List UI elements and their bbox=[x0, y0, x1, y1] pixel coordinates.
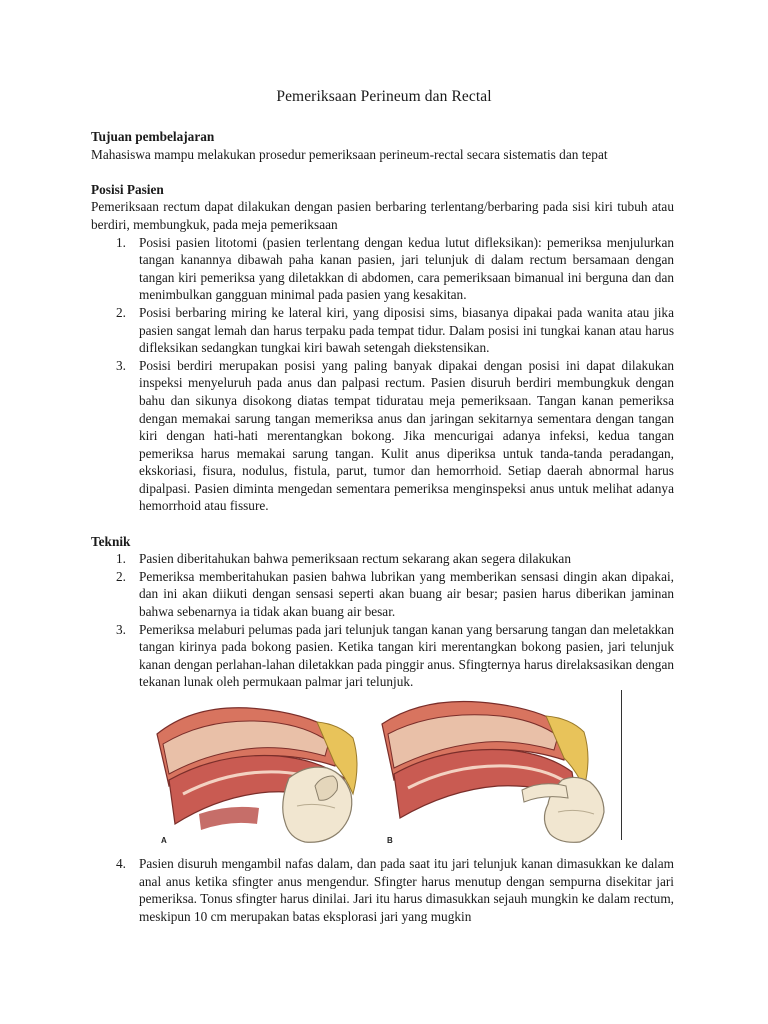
posisi-heading: Posisi Pasien bbox=[91, 181, 164, 197]
tujuan-text: Mahasiswa mampu melakukan prosedur pemeriksaan perineum-rectal secara sistematis dan tepat bbox=[91, 146, 608, 162]
anatomy-illustration-b bbox=[372, 694, 612, 846]
list-text: Posisi berbaring miring ke lateral kiri, yang diposisi sims, biasanya dipakai pada wanita atau jika pasien sangat lemah dan harus terpaku pada tempat tidur. Dalam posisi ini tungkai kanan atau harus difleksikan sedangkan tungkai kiri bawah setengah diekstensikan. bbox=[139, 304, 674, 356]
list-item bbox=[91, 621, 674, 691]
list-number: 1. bbox=[116, 551, 126, 567]
anatomy-illustration-a bbox=[139, 694, 364, 846]
teknik-list-continued bbox=[91, 855, 674, 925]
list-number: 2. bbox=[116, 304, 126, 320]
list-item bbox=[91, 855, 674, 925]
document-body bbox=[91, 128, 674, 925]
figure-label-b: B bbox=[387, 836, 393, 845]
list-item bbox=[91, 568, 674, 621]
figure-divider bbox=[621, 690, 622, 840]
list-number: 3. bbox=[116, 621, 126, 637]
teknik-heading: Teknik bbox=[91, 533, 131, 549]
page-title: Pemeriksaan Perineum dan Rectal bbox=[276, 88, 492, 105]
posisi-list bbox=[91, 234, 674, 516]
teknik-list bbox=[91, 550, 674, 691]
list-number: 2. bbox=[116, 568, 126, 584]
list-text: Posisi berdiri merupakan posisi yang paling banyak dipakai dengan posisi ini dapat dilakukan inspeksi menyeluruh pada anus dan palpasi rectum. Pasien disuruh berdiri membungkuk dengan bahu dan sikunya disokong diatas tempat tiduratau meja pemeriksaan. Tangan kanan pemeriksa dengan memakai sarung tangan memeriksa anus dan jaringan sekitarnya sementara dengan tangan kiri dengan hati-hati merentangkan bokong. Jika mencurigai adanya infeksi, kedua tangan pemeriksa harus memakai sarung tangan. Kulit anus diperiksa untuk tanda-tanda peradangan, ekskoriasi, fisura, nodulus, fistula, parut, tumor dan hemorrhoid. Setiap daerah abnormal harus dipalpasi. Pasien diminta mengedan sementara pemeriksa menginspeksi anus untuk melihat adanya hemorrhoid atau fissure. bbox=[139, 357, 674, 514]
list-item bbox=[91, 304, 674, 357]
list-number: 4. bbox=[116, 856, 126, 871]
list-number: 1. bbox=[116, 234, 126, 250]
list-number: 3. bbox=[116, 357, 126, 373]
list-text: Pemeriksa memberitahukan pasien bahwa lubrikan yang memberikan sensasi dingin akan dipakai, dan ini akan diikuti dengan sensasi seperti akan buang air besar; pasien harus diberikan jaminan bahwa sebenarnya ia tidak akan buang air besar. bbox=[139, 568, 674, 620]
posisi-intro: Pemeriksaan rectum dapat dilakukan dengan pasien berbaring terlentang/berbaring pada sisi kiri tubuh atau berdiri, membungkuk, pada meja pemeriksaan bbox=[91, 199, 674, 232]
list-item bbox=[91, 357, 674, 515]
list-item bbox=[91, 234, 674, 304]
list-item bbox=[91, 550, 674, 568]
list-text: Pasien diberitahukan bahwa pemeriksaan rectum sekarang akan segera dilakukan bbox=[139, 551, 571, 567]
list-text: Posisi pasien litotomi (pasien terlentang dengan kedua lutut difleksikan): pemeriksa menjulurkan tangan kanannya dibawah paha kanan pasien, jari telunjuk di dalam rectum bersamaan dengan tangan kiri pemeriksa yang diletakkan di abdomen, cara pemeriksaan bimanual ini berguna dan dan menimbulkan gangguan minimal pada pasien yang kesakitan. bbox=[139, 234, 674, 303]
anatomy-figure bbox=[139, 694, 674, 849]
tujuan-heading: Tujuan pembelajaran bbox=[91, 129, 215, 144]
list-text: Pasien disuruh mengambil nafas dalam, dan pada saat itu jari telunjuk kanan dimasukkan ke dalam anal anus ketika sfingter anus mengendur. Sfingter harus menutup dengan sempurna disekitar jari pemeriksa. Tonus sfingter harus dinilai. Jari itu harus dimasukkan sejauh mungkin ke dalam rectum, meskipun 10 cm merupakan batas eksplorasi jari yang mugkin bbox=[139, 856, 674, 924]
figure-label-a: A bbox=[161, 836, 167, 845]
list-text: Pemeriksa melaburi pelumas pada jari telunjuk tangan kanan yang bersarung tangan dan meletakkan tangan kirinya pada bokong pasien. Ketika tangan kiri merentangkan bokong pasien, jari telunjuk kanan dengan perlahan-lahan diletakkan pada pinggir anus. Sfingternya harus direlaksasikan dengan tekanan lunak oleh permukaan palmar jari telunjuk. bbox=[139, 621, 674, 690]
